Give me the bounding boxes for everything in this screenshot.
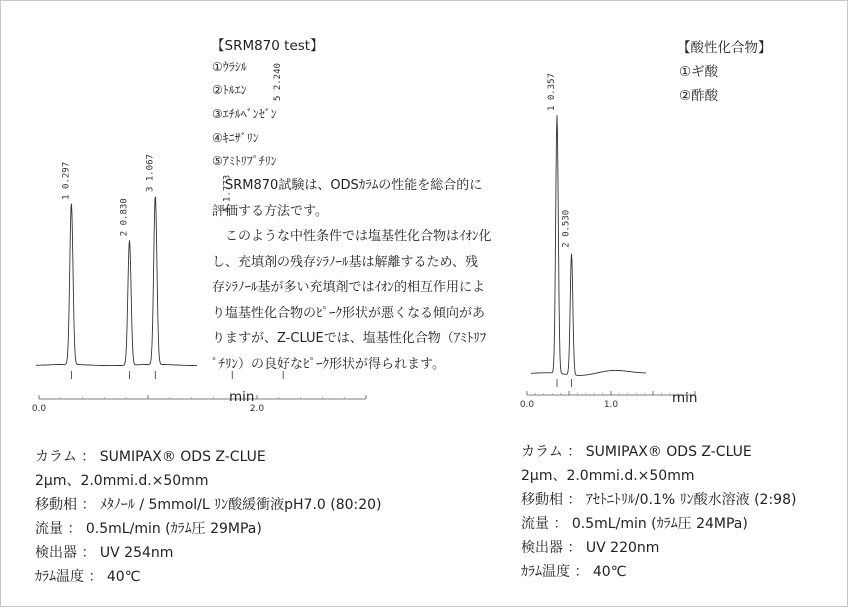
peak-label: 2 0.530: [561, 209, 572, 248]
acid-2: ②酢酸: [679, 88, 719, 104]
left-cond-column: カラム ： SUMIPAX® ODS Z-CLUE: [35, 449, 266, 465]
paragraph-line: SRM870試験は、ODSｶﾗﾑの性能を総合的に: [225, 178, 483, 193]
acids-title: 【酸性化合物】: [677, 40, 772, 56]
left-cond-mobile-phase: 移動相 ： ﾒﾀﾉｰﾙ / 5mmol/L ﾘﾝ酸緩衝液pH7.0 (80:20): [35, 497, 382, 513]
peak-label: 1 0.357: [546, 73, 557, 111]
left-cond-size: 2μm、2.0mmi.d.×50mm: [35, 473, 209, 489]
compound-5: ⑤ｱﾐﾄﾘﾌﾟﾁﾘﾝ: [212, 154, 277, 168]
x-axis-unit-left: min: [229, 389, 255, 405]
x-axis-unit-right: min: [672, 390, 698, 406]
right-cond-flow: 流量 ： 0.5mL/min (ｶﾗﾑ圧 24MPa): [521, 516, 748, 532]
left-cond-detector: 検出器 ： UV 254nm: [35, 545, 174, 561]
compound-1: ①ｳﾗｼﾙ: [212, 60, 247, 74]
paragraph-line: このような中性条件では塩基性化合物はｲｵﾝ化: [225, 229, 492, 244]
compound-3: ③ｴﾁﾙﾍﾞﾝｾﾞﾝ: [212, 107, 277, 121]
chromatogram-trace: [531, 115, 646, 375]
peak-label: 1 0.297: [61, 161, 72, 200]
x-tick-label: 0.0: [519, 400, 535, 410]
right-cond-column: カラム ： SUMIPAX® ODS Z-CLUE: [521, 444, 752, 460]
paragraph-line: 存ｼﾗﾉｰﾙ基が多い充填剤ではｲｵﾝ的相互作用によ: [212, 280, 486, 295]
compound-2: ②ﾄﾙｴﾝ: [212, 83, 247, 97]
x-tick-label: 1.0: [603, 400, 619, 410]
description-paragraph: [212, 173, 492, 377]
peak-label: 3 1.067: [145, 154, 156, 192]
test-title: 【SRM870 test】: [211, 38, 324, 54]
peak-label: 4 1.773: [222, 174, 233, 213]
paragraph-line: 評価する方法です。: [212, 203, 328, 219]
left-cond-temperature: ｶﾗﾑ温度 ： 40℃: [35, 569, 141, 585]
compound-4: ④ｷﾆｻﾞﾘﾝ: [212, 131, 259, 145]
right-cond-detector: 検出器 ： UV 220nm: [521, 540, 660, 556]
right-cond-temperature: ｶﾗﾑ温度 ： 40℃: [521, 564, 627, 580]
x-tick-label: 2.0: [249, 404, 265, 414]
right-cond-size: 2μm、2.0mmi.d.×50mm: [521, 468, 695, 484]
left-cond-flow: 流量 ： 0.5mL/min (ｶﾗﾑ圧 29MPa): [35, 521, 262, 537]
peak-label: 5 2.240: [273, 63, 284, 101]
paragraph-line: り塩基性化合物のﾋﾟｰｸ形状が悪くなる傾向があ: [212, 305, 486, 321]
acid-1: ①ギ酸: [679, 64, 719, 80]
right-cond-mobile-phase: 移動相 ： ｱｾﾄﾆﾄﾘﾙ/0.1% ﾘﾝ酸水溶液 (2:98): [521, 492, 797, 508]
paragraph-line: し、充填剤の残存ｼﾗﾉｰﾙ基は解離するため、残: [212, 254, 478, 270]
peak-label: 2 0.830: [119, 198, 130, 237]
paragraph-line: ﾟﾁﾘﾝ）の良好なﾋﾟｰｸ形状が得られます。: [212, 356, 445, 372]
x-tick-label: 0.0: [31, 404, 47, 414]
paragraph-line: りますが、Z-CLUEでは、塩基性化合物（ｱﾐﾄﾘﾌ: [212, 331, 487, 346]
